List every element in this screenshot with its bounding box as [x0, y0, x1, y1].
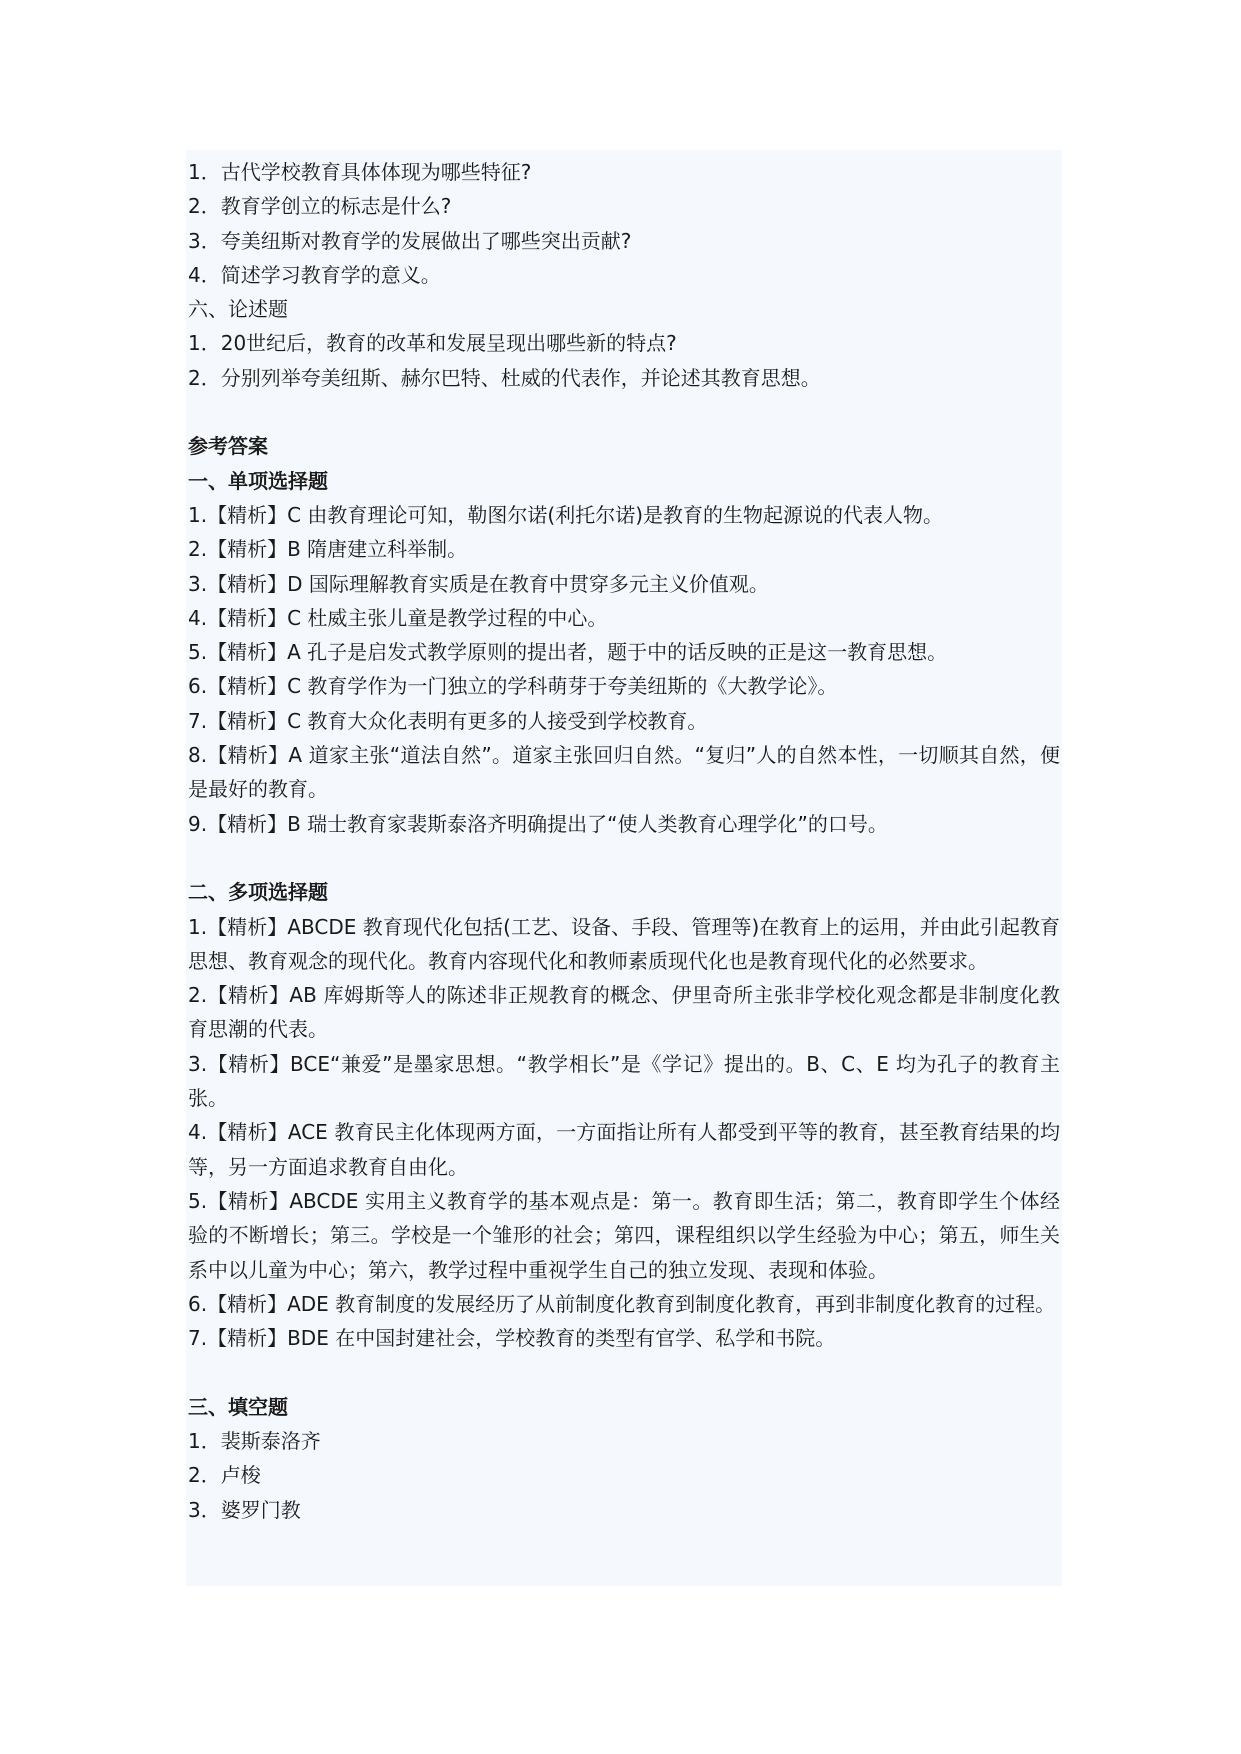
- spacer: [188, 841, 1060, 875]
- spacer: [188, 395, 1060, 429]
- section-heading-fill-blank: 三、填空题: [188, 1394, 288, 1419]
- answers-title: 参考答案: [188, 434, 268, 459]
- question-item: 2．教育学创立的标志是什么?: [188, 194, 452, 219]
- answer-item: 5.【精析】ABCDE 实用主义教育学的基本观点是：第一。教育即生活；第二，教育即学生个体经验的不断增长；第三。学校是一个雏形的社会；第四，课程组织以学生经验为中心；第五，师生关系中以儿童为中心；第六，教学过程中重视学生自己的独立发现、表现和体验。: [188, 1188, 1060, 1282]
- question-item: 1．古代学校教育具体体现为哪些特征?: [188, 160, 532, 184]
- question-item: 2．分别列举夸美纽斯、赫尔巴特、杜威的代表作，并论述其教育思想。: [188, 365, 821, 390]
- answer-item: 2．卢梭: [188, 1463, 261, 1488]
- answer-item: 7.【精析】BDE 在中国封建社会，学校教育的类型有官学、私学和书院。: [188, 1326, 836, 1351]
- question-item: 3．夸美纽斯对教育学的发展做出了哪些突出贡献?: [188, 228, 632, 253]
- answer-item: 4.【精析】C 杜威主张儿童是教学过程的中心。: [188, 605, 608, 630]
- answer-item: 2.【精析】B 隋唐建立科举制。: [188, 537, 468, 562]
- answer-item: 6.【精析】C 教育学作为一门独立的学科萌芽于夸美纽斯的《大教学论》。: [188, 674, 838, 699]
- answer-item: 6.【精析】ADE 教育制度的发展经历了从前制度化教育到制度化教育，再到非制度化教育的过程。: [188, 1291, 1056, 1316]
- answer-item: 5.【精析】A 孔子是启发式教学原则的提出者，题于中的话反映的正是这一教育思想。: [188, 640, 948, 665]
- answer-item: 7.【精析】C 教育大众化表明有更多的人接受到学校教育。: [188, 708, 708, 733]
- answer-item: 2.【精析】AB 库姆斯等人的陈述非正规教育的概念、伊里奇所主张非学校化观念都是非制度化教育思潮的代表。: [188, 983, 1060, 1042]
- document-body: [186, 150, 1062, 1586]
- answer-item: 4.【精析】ACE 教育民主化体现两方面，一方面指让所有人都受到平等的教育，甚至教育结果的均等，另一方面追求教育自由化。: [188, 1120, 1060, 1179]
- answer-item: 3.【精析】D 国际理解教育实质是在教育中贯穿多元主义价值观。: [188, 571, 769, 596]
- answer-item: 8.【精析】A 道家主张“道法自然”。道家主张回归自然。“复归”人的自然本性，一切顺其自然，便是最好的教育。: [188, 743, 1060, 802]
- answer-item: 3．婆罗门教: [188, 1497, 301, 1522]
- question-item: 1．20世纪后，教育的改革和发展呈现出哪些新的特点?: [188, 331, 677, 356]
- section-heading-multiple-choice: 二、多项选择题: [188, 880, 328, 905]
- answer-item: 1.【精析】C 由教育理论可知，勒图尔诺(利托尔诺)是教育的生物起源说的代表人物。: [188, 502, 944, 527]
- answer-item: 1．裴斯泰洛齐: [188, 1428, 321, 1453]
- question-item: 4．简述学习教育学的意义。: [188, 262, 441, 287]
- section-heading-essay: 六、论述题: [188, 297, 288, 322]
- answer-item: 3.【精析】BCE“兼爱”是墨家思想。“教学相长”是《学记》提出的。B、C、E 均为孔子的教育主张。: [188, 1051, 1060, 1111]
- answer-item: 9.【精析】B 瑞士教育家裴斯泰洛齐明确提出了“使人类教育心理学化”的口号。: [188, 811, 888, 836]
- answer-item: 1.【精析】ABCDE 教育现代化包括(工艺、设备、手段、管理等)在教育上的运用，并由此引起教育思想、教育观念的现代化。教育内容现代化和教师素质现代化也是教育现代化的必然要求。: [188, 914, 1060, 973]
- spacer: [188, 1355, 1060, 1389]
- section-heading-single-choice: 一、单项选择题: [188, 468, 328, 493]
